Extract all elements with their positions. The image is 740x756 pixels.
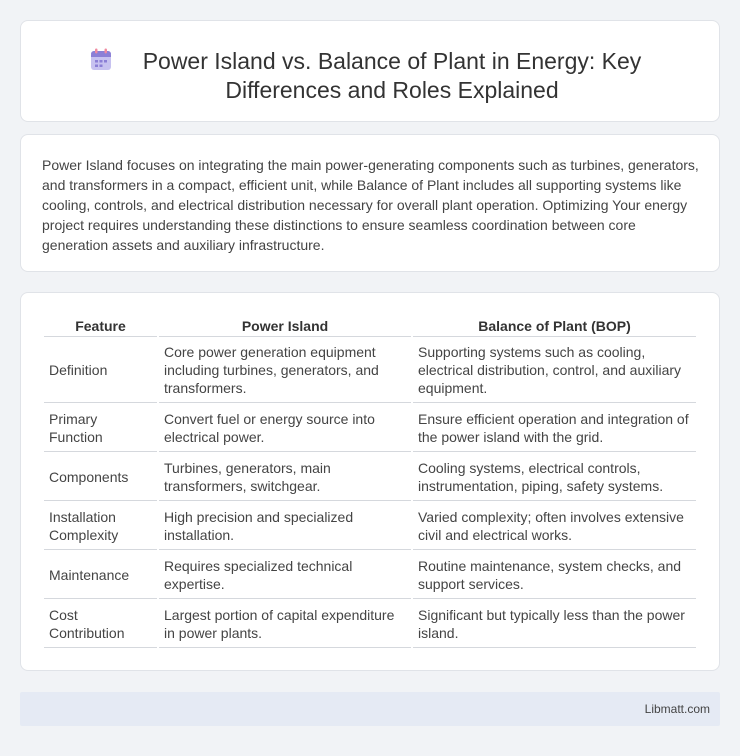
cell-power-island: High precision and specialized installation. xyxy=(159,501,411,550)
cell-feature: Components xyxy=(44,452,157,501)
cell-bop: Significant but typically less than the power island. xyxy=(413,599,696,648)
table-row xyxy=(44,337,696,403)
comparison-table xyxy=(42,315,698,648)
table-row xyxy=(44,452,696,501)
intro-paragraph: Power Island focuses on integrating the main power-generating components such as turbines, generators, and transformers in a compact, efficient unit, while Balance of Plant includes all supporting systems like cooling, controls, and electrical distribution necessary for overall plant operation. Optimizing Your energy project requires understanding these distinctions to ensure seamless coordination between core generation assets and auxiliary infrastructure. xyxy=(42,157,699,253)
header-feature: Feature xyxy=(44,315,157,337)
calendar-icon xyxy=(88,47,114,73)
cell-power-island: Requires specialized technical expertise. xyxy=(159,550,411,599)
intro-card xyxy=(20,134,720,272)
cell-power-island: Turbines, generators, main transformers, switchgear. xyxy=(159,452,411,501)
cell-feature: Definition xyxy=(44,337,157,403)
cell-feature: Maintenance xyxy=(44,550,157,599)
cell-power-island: Largest portion of capital expenditure in power plants. xyxy=(159,599,411,648)
title-row xyxy=(21,21,719,105)
table-row xyxy=(44,550,696,599)
table-header-row xyxy=(44,315,696,337)
header-power-island: Power Island xyxy=(159,315,411,337)
table-row xyxy=(44,501,696,550)
footer-brand-link[interactable]: Libmatt.com xyxy=(644,702,710,716)
cell-bop: Supporting systems such as cooling, electrical distribution, control, and auxiliary equipment. xyxy=(413,337,696,403)
cell-power-island: Core power generation equipment including turbines, generators, and transformers. xyxy=(159,337,411,403)
cell-feature: Installation Complexity xyxy=(44,501,157,550)
cell-feature: Cost Contribution xyxy=(44,599,157,648)
cell-power-island: Convert fuel or energy source into electrical power. xyxy=(159,403,411,452)
cell-feature: Primary Function xyxy=(44,403,157,452)
title-card xyxy=(20,20,720,122)
comparison-card xyxy=(20,292,720,671)
header-bop: Balance of Plant (BOP) xyxy=(413,315,696,337)
cell-bop: Varied complexity; often involves extensive civil and electrical works. xyxy=(413,501,696,550)
cell-bop: Ensure efficient operation and integration of the power island with the grid. xyxy=(413,403,696,452)
page-title: Power Island vs. Balance of Plant in Energy: Key Differences and Roles Explained xyxy=(142,48,642,103)
cell-bop: Cooling systems, electrical controls, instrumentation, piping, safety systems. xyxy=(413,452,696,501)
table-row xyxy=(44,599,696,648)
table-row xyxy=(44,403,696,452)
cell-bop: Routine maintenance, system checks, and support services. xyxy=(413,550,696,599)
footer xyxy=(20,692,720,726)
